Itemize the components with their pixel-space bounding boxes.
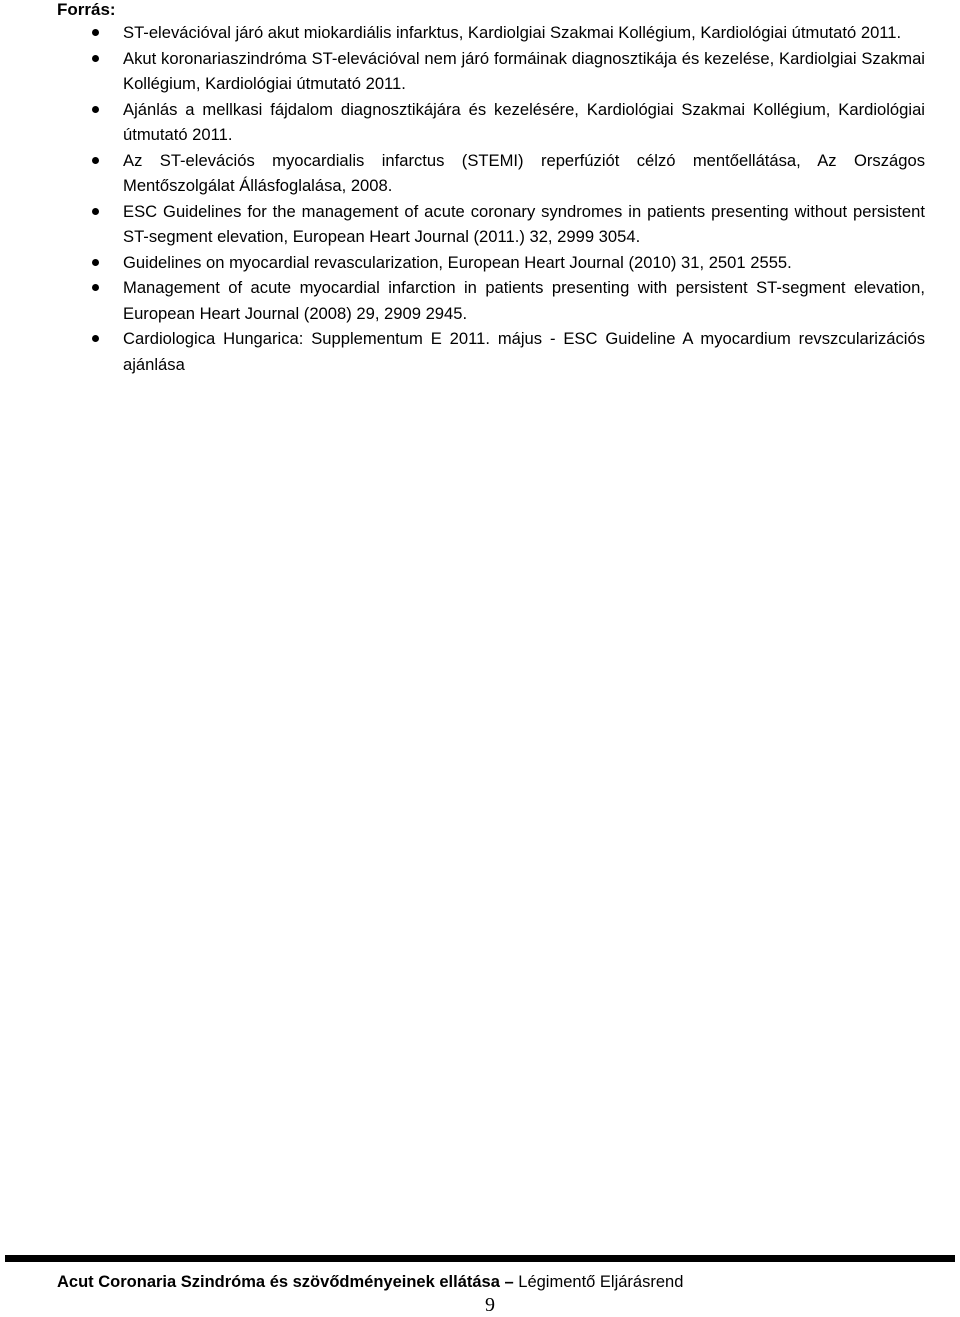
bullet-icon [92,284,99,291]
bullet-icon [92,55,99,62]
reference-text: Cardiologica Hungarica: Supplementum E 2011. május - ESC Guideline A myocardium revszcularizációs ajánlása [123,329,925,374]
reference-item [123,250,925,276]
footer-divider [5,1255,955,1262]
reference-text: Akut koronariaszindróma ST-elevációval nem járó formáinak diagnosztikája és kezelése, Kardiolgiai Szakmai Kollégium, Kardiológiai útmutató 2011. [123,48,925,93]
bullet-icon [92,106,99,113]
bullet-icon [92,29,99,36]
bullet-icon [92,335,99,342]
reference-text: Ajánlás a mellkasi fájdalom diagnosztikájára és kezelésére, Kardiológiai Szakmai Kollégium, Kardiológiai útmutató 2011. [123,99,925,144]
footer-subtitle: Légimentő Eljárásrend [518,1273,684,1291]
footer-title: Acut Coronaria Szindróma és szövődményeinek ellátása [57,1273,500,1291]
reference-item [123,20,925,46]
bullet-icon [92,157,99,164]
footer [57,1272,683,1292]
reference-item [123,199,925,250]
reference-text: Guidelines on myocardial revascularization, European Heart Journal (2010) 31, 2501 2555. [123,252,792,272]
reference-item [123,275,925,326]
reference-item [123,97,925,148]
section-heading: Forrás: [57,0,116,19]
reference-item [123,148,925,199]
bullet-icon [92,259,99,266]
reference-item [123,326,925,377]
reference-text: Management of acute myocardial infarction in patients presenting with persistent ST-segment elevation, European Heart Journal (2008) 29, 2909 2945. [123,278,925,323]
footer-separator: – [504,1273,514,1291]
reference-text: ST-elevációval járó akut miokardiális infarktus, Kardiolgiai Szakmai Kollégium, Kardiológiai útmutató 2011. [123,23,902,42]
reference-text: Az ST-elevációs myocardialis infarctus (STEMI) reperfúziót célzó mentőellátása, Az Országos Mentőszolgálat Állásfoglalása, 2008. [123,150,925,195]
bullet-icon [92,208,99,215]
reference-text: ESC Guidelines for the management of acute coronary syndromes in patients presenting without persistent ST-segment elevation, European Heart Journal (2011.) 32, 2999 3054. [123,201,925,246]
reference-list [0,20,960,377]
page-number: 9 [485,1294,495,1316]
reference-item [123,46,925,97]
